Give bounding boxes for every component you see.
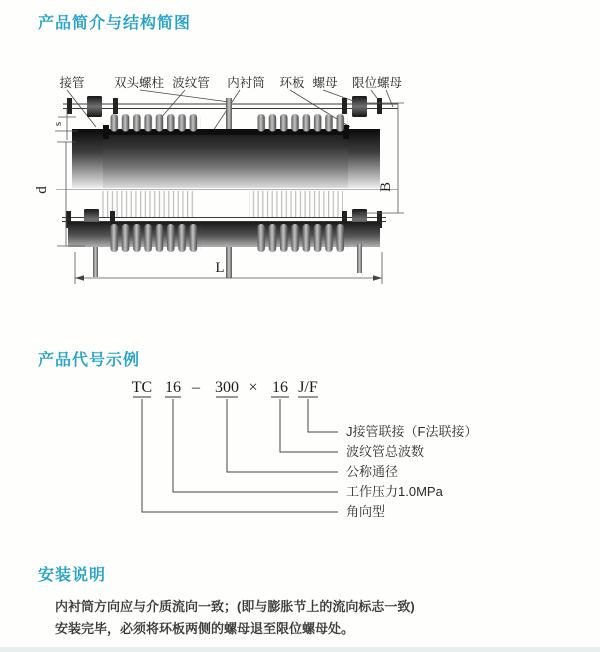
- nut-small: [113, 98, 118, 114]
- bellows-crests-right: [257, 114, 347, 132]
- end-pipe-left: [72, 129, 103, 188]
- code-part-waves: 16: [272, 379, 288, 396]
- code-callouts: [346, 424, 477, 519]
- bellows-crests-left: [111, 114, 201, 132]
- section-heading-intro: 产品简介与结构简图: [38, 15, 192, 32]
- part-label-liner: 内衬筒: [227, 76, 265, 90]
- bellows-crests-lower-right: [257, 224, 347, 252]
- nut-small: [342, 98, 347, 114]
- callout-waves: 波纹管总波数: [346, 444, 425, 459]
- dim-label-d: d: [34, 186, 50, 194]
- body-shell: [72, 129, 380, 188]
- limit-nut: [377, 98, 382, 114]
- part-label-nut: 螺母: [312, 76, 338, 90]
- code-part-conn: J/F: [298, 379, 318, 396]
- stud-vertical-top: [226, 98, 232, 132]
- part-label-jieguan: 接管: [59, 76, 85, 90]
- code-part-dn: 300: [215, 379, 239, 396]
- part-label-ringplate: 环板: [279, 76, 305, 90]
- callout-dn: 公称通径: [346, 464, 399, 479]
- bellows-fins-left: [101, 191, 195, 217]
- part-label-bellows: 波纹管: [172, 76, 210, 90]
- stud-vertical-bottom: [93, 247, 98, 277]
- code-connectors: [142, 399, 338, 512]
- install-notes: [55, 596, 475, 640]
- stud-vertical-bottom: [226, 247, 232, 278]
- end-pipe-right: [348, 129, 380, 188]
- dim-label-s: s: [52, 121, 64, 127]
- bellows-fins-right: [249, 191, 343, 217]
- dim-label-l: L: [215, 260, 225, 276]
- install-note-line1: 内衬筒方向应与介质流向一致；(即与膨胀节上的流向标志一致): [55, 599, 415, 614]
- footer-strip: [0, 647, 600, 652]
- dim-label-b: B: [378, 181, 394, 193]
- section-heading-code: 产品代号示例: [38, 352, 141, 369]
- diagram-part-labels: [59, 75, 402, 90]
- callout-pressure: 工作压力1.0MPa: [346, 484, 443, 499]
- product-code-diagram: [120, 370, 500, 530]
- bellows-crests-lower-left: [111, 224, 201, 252]
- part-label-limitnut: 限位螺母: [351, 76, 403, 90]
- code-part-dash: –: [192, 379, 200, 396]
- stud-vertical-bottom: [357, 244, 362, 273]
- part-label-stud: 双头螺柱: [113, 76, 165, 90]
- section-heading-install: 安装说明: [38, 567, 107, 584]
- hex-nut: [352, 96, 367, 117]
- code-part-type: TC: [131, 379, 153, 396]
- code-parts: [132, 379, 318, 396]
- structure-diagram: [20, 58, 460, 300]
- hex-nut: [87, 96, 102, 117]
- code-part-times: ×: [248, 379, 258, 396]
- ring-plate-left: [103, 125, 109, 139]
- install-note-line2: 安装完毕，必须将环板两侧的螺母退至限位螺母处。: [55, 621, 355, 636]
- nut-small: [67, 98, 72, 114]
- callout-type: 角向型: [346, 504, 386, 519]
- code-part-pressure: 16: [165, 379, 181, 396]
- callout-connection: J接管联接（F法联接）: [346, 424, 478, 439]
